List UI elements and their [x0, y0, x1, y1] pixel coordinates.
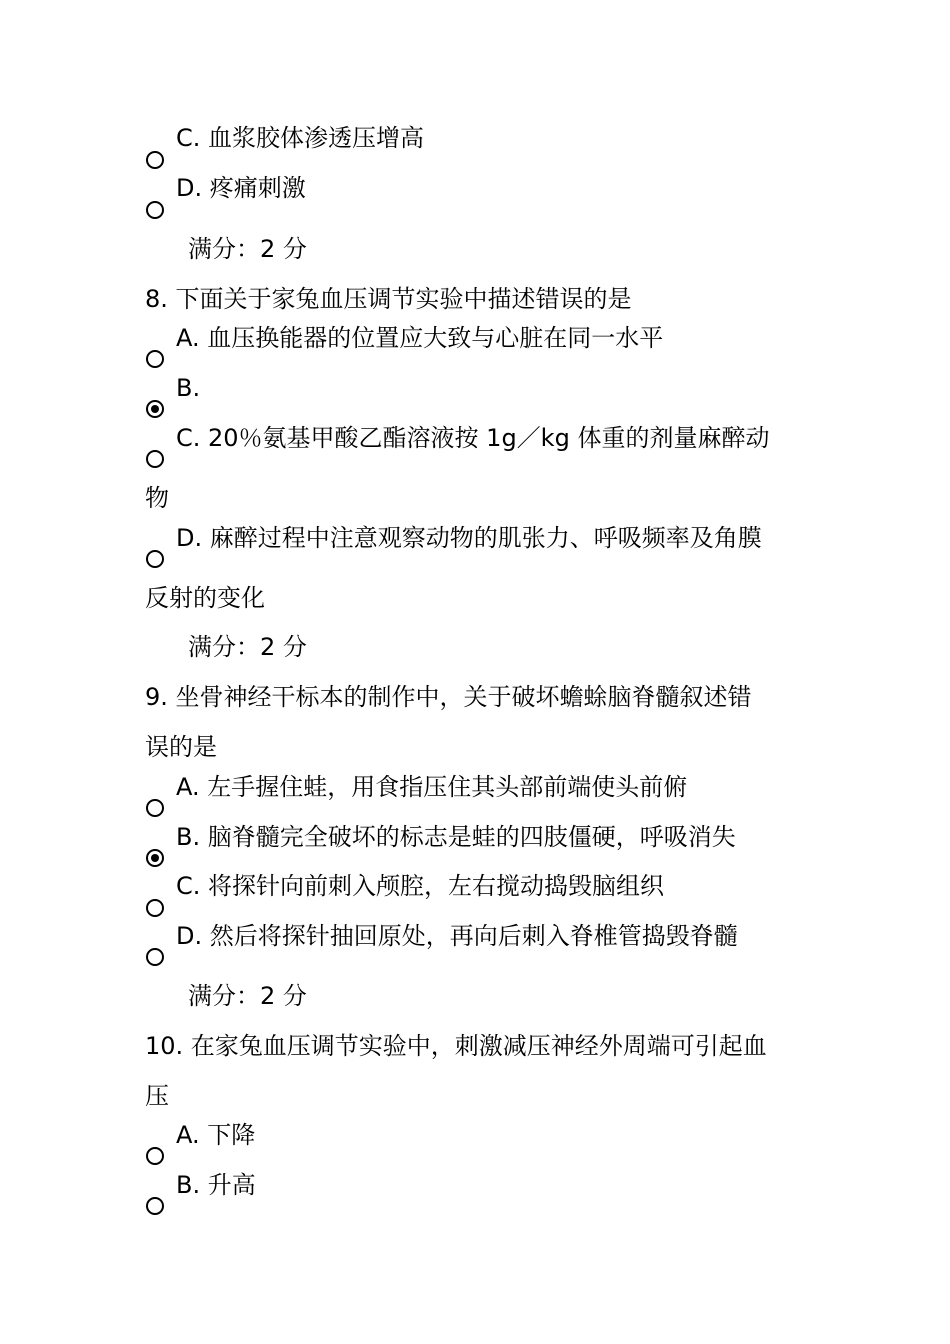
- option-label-continued: 物: [145, 484, 169, 512]
- score-text: 满分：2 分: [188, 982, 307, 1010]
- radio-q9-b[interactable]: [146, 849, 164, 867]
- option-label: B.: [176, 374, 201, 402]
- radio-q7-d[interactable]: [146, 201, 164, 219]
- option-label: A. 血压换能器的位置应大致与心脏在同一水平: [176, 324, 664, 352]
- radio-q8-c[interactable]: [146, 450, 164, 468]
- score-text: 满分：2 分: [188, 235, 307, 263]
- option-label: D. 然后将探针抽回原处，再向后刺入脊椎管捣毁脊髓: [176, 922, 738, 950]
- option-label: B. 升高: [176, 1171, 256, 1199]
- question-title-continued: 压: [145, 1082, 169, 1110]
- question-title-continued: 误的是: [145, 733, 217, 761]
- option-label: D. 疼痛刺激: [176, 174, 306, 202]
- option-label-continued: 反射的变化: [145, 584, 265, 612]
- question-title: 8. 下面关于家兔血压调节实验中描述错误的是: [145, 285, 632, 313]
- radio-q9-d[interactable]: [146, 948, 164, 966]
- radio-q10-b[interactable]: [146, 1197, 164, 1215]
- option-label: C. 将探针向前刺入颅腔，左右搅动捣毁脑组织: [176, 872, 665, 900]
- option-label: A. 左手握住蛙，用食指压住其头部前端使头前俯: [176, 773, 688, 801]
- radio-q8-a[interactable]: [146, 350, 164, 368]
- radio-q10-a[interactable]: [146, 1147, 164, 1165]
- option-label: A. 下降: [176, 1121, 256, 1149]
- option-label: B. 脑脊髓完全破坏的标志是蛙的四肢僵硬，呼吸消失: [176, 823, 736, 851]
- radio-q9-c[interactable]: [146, 899, 164, 917]
- option-label: C. 血浆胶体渗透压增高: [176, 124, 425, 152]
- option-label: C. 20％氨基甲酸乙酯溶液按 1g／kg 体重的剂量麻醉动: [176, 424, 770, 452]
- radio-q7-c[interactable]: [146, 151, 164, 169]
- radio-q9-a[interactable]: [146, 799, 164, 817]
- option-label: D. 麻醉过程中注意观察动物的肌张力、呼吸频率及角膜: [176, 524, 762, 552]
- question-title: 9. 坐骨神经干标本的制作中，关于破坏蟾蜍脑脊髓叙述错: [145, 683, 752, 711]
- score-text: 满分：2 分: [188, 633, 307, 661]
- radio-q8-b[interactable]: [146, 400, 164, 418]
- radio-q8-d[interactable]: [146, 550, 164, 568]
- question-title: 10. 在家兔血压调节实验中，刺激减压神经外周端可引起血: [145, 1032, 767, 1060]
